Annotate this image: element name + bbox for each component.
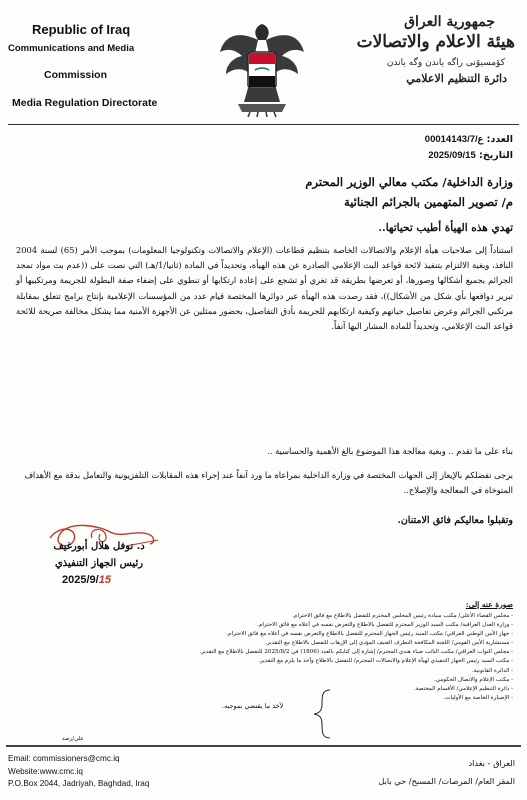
reference-number-value: 00014143/ع/7	[424, 134, 484, 145]
footer-email[interactable]: Email: commissioners@cmc.iq	[8, 754, 120, 763]
copies-item: - مكتب السيد رئيس الجهاز التنفيذي لهيأة الإعلام والاتصالات المحترم/ للتفضل بالاطلاع وأخذ ما يلزم مع التقدير.	[258, 658, 513, 665]
footer-address-en: P.O.Box 2044, Jadriyah, Baghdad, Iraq	[8, 779, 150, 789]
footer-hq-ar: المقر العام/ المرصات/ المسبح/ حي بابل	[378, 776, 515, 786]
copies-item: - وزارة العدل العراقية/ مكتب السيد الوزير المحترم للتفضل بالاطلاع والتعرض نفسه في أعلاه مع فائق الاحترام.	[257, 622, 513, 629]
country-name-en: Republic of Iraq	[32, 22, 131, 37]
copies-item: - جهاز الأمن الوطني العراقي/ مكتب السيد رئيس الجهاز المحترم للتفضل بالاطلاع والتعرض نفسه في أعلاه مع فائق الاحترام.	[226, 631, 513, 638]
reference-date-value: 2025/09/15	[428, 150, 476, 161]
addressee-block	[305, 172, 513, 212]
country-name-ar: جمهورية العراق	[404, 14, 495, 30]
footer-address-ar	[378, 754, 515, 790]
signature-date-printed: 2025/9/	[62, 574, 99, 586]
reference-block	[425, 132, 513, 164]
footer-website[interactable]: Website:www.cmc.iq	[8, 766, 83, 776]
signatory-title: رئيس الجهاز التنفيذي	[54, 558, 144, 569]
footer-contact-en	[8, 753, 149, 791]
reference-number-label: العدد:	[486, 134, 513, 145]
copies-item: - مكتب الإعلام والاتصال الحكومي.	[433, 676, 513, 683]
typist-initials: علي/رصد	[62, 736, 84, 742]
signatory-block	[24, 538, 174, 572]
copies-item: - مجلس النواب العراقي/ مكتب النائب ضياء هندي المحترم/ إشارة إلى كتابكم بالعدد (1806) في 2025/8/2 للتفضل بالاطلاع مع التقدير.	[199, 649, 513, 656]
action-note: لأخذ ما يقتضي بموجبه.	[222, 702, 284, 710]
reference-number	[425, 132, 513, 148]
body-paragraph-3: يرجى تفضلكم بالإيعاز إلى الجهات المختصة في وزارة الداخلية بمراعاة ما ورد آنفاً عند إجراء هذه المقابلات التلفزيونية والتعامل بدقة مع الأهداف المتوخاة في المعالجة والإصلاح..	[24, 470, 513, 496]
copies-title: صورة عنه إلى:	[465, 600, 513, 609]
signature-date	[62, 574, 111, 586]
copies-item: - الدائرة القانونية.	[471, 667, 513, 674]
body-paragraph-2: بناء على ما تقدم .. وبغية معالجة هذا الموضوع بالغ الأهمية والحساسية ..	[267, 446, 513, 456]
copies-item: - دائرة التنظيم الإعلامي/ الأقسام المختصة.	[414, 685, 513, 692]
body-paragraph-1: استناداً إلى صلاحيات هيأة الإعلام والاتصالات الخاصة بتنظيم قطاعات (الإعلام والاتصالات وتكنولوجيا المعلومات) بموجب الأمر (65) لسنة 2004 النافذ، وبغية الالتزام بتنفيذ لائحة قواعد البث الإعلامي الصادرة عن هذه الهيأة، وتحديداً في المادة (ثانيا/1/هـ) التي نصت على ((عدم بث مواد تمجد الجرائم بجميع أشكالها وصورها، أو تعرضها بطريقة قد تغري أو تشجع على إعادة ارتكابها أو تنطوي على إضفاء صفة البطولة للجريمة ومرتكبيها أو تبرير دوافعها بأي شكل من الأشكال))، فقد رصدت هذه الهيأة عبر دوائرها المختصة قيام عدد من المؤسسات الإعلامية بإنتاج برامج تتعلق بمقابلة مرتكبي الجرائم وعرض تفاصيل حياتهم وكيفية ارتكابهم للجريمة بأدق التفاصيل، بحضور ممثلين عن الأجهزة الأمنية مما يشكل مخالفة صريحة للائحة قواعد البث الإعلامي، وتحديداً للمادة المشار اليها آنفاً.	[16, 245, 513, 332]
signatory-name: د. نوفل هلال أبورغيف	[53, 541, 145, 552]
org-name-kurdish: كۆمسيۆنى راگه ياندن وگه ياندن	[386, 58, 505, 68]
signature-date-handwritten: 15	[98, 574, 111, 586]
greeting: تهدي هذه الهيأة أطيب تحياتها..	[378, 222, 513, 234]
directorate-en: Media Regulation Directorate	[12, 97, 158, 109]
directorate-ar: دائرة التنظيم الاعلامي	[406, 72, 507, 85]
commission-en: Commission	[44, 69, 108, 81]
brace-bracket-icon	[222, 688, 334, 740]
closing-line: وتقبلوا معاليكم فائق الامتنان.	[397, 515, 513, 526]
reference-date	[425, 148, 513, 164]
header-divider	[8, 124, 519, 125]
org-name-en: Communications and Media	[8, 43, 135, 54]
english-letterhead	[8, 22, 178, 109]
copies-item: - مستشارية الأمن القومي/ اللجنة المكافحة التطرف العنيف المؤدي إلى الإرهاب للتفضل بالاطلاع مع التقدير.	[265, 640, 513, 647]
reference-date-label: التاريخ:	[479, 150, 513, 161]
arabic-letterhead	[345, 14, 515, 85]
copies-item: - مجلس القضاء الأعلى/ مكتب سيادة رئيس المجلس المحترم للتفضل بالاطلاع مع فائق الاحترام.	[292, 613, 513, 619]
iraq-eagle-emblem-icon	[218, 18, 306, 118]
footer-divider	[6, 745, 521, 747]
copies-item: - الإضبارة الخاصة مع الأوليات.	[443, 694, 513, 701]
org-name-ar: هيئة الاعلام والاتصالات	[356, 32, 515, 52]
footer-city-ar: العراق - بغداد	[468, 758, 515, 768]
addressee-line: وزارة الداخلية/ مكتب معالي الوزير المحترم	[305, 175, 513, 189]
subject-line: م/ تصوير المتهمين بالجرائم الجنائية	[344, 195, 513, 209]
